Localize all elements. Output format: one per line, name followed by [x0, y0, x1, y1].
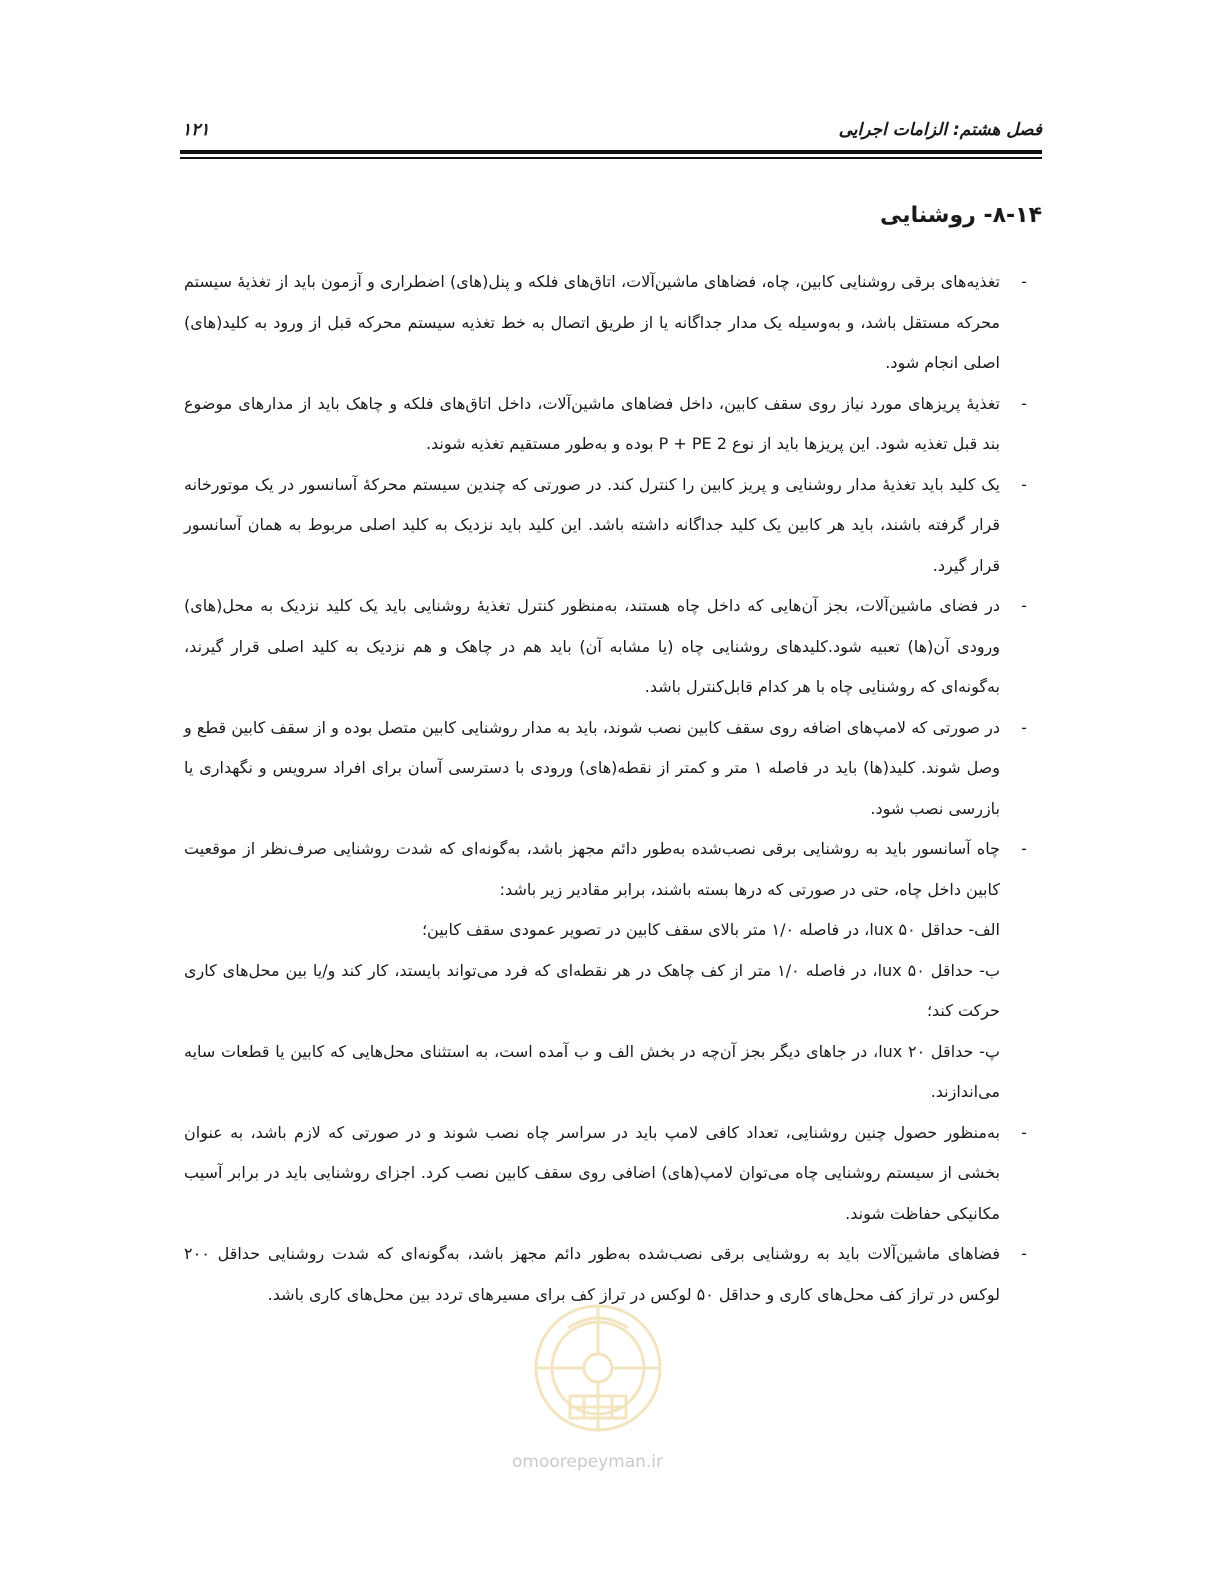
list-item: - در فضای ماشین‌آلات، بجز آن‌هایی که داخل چاه هستند، به‌منظور کنترل تغذیهٔ روشنایی باید یک کلید نزدیک به محل(های) ورودی آن(ها) تعبیه شود.کلیدهای روشنایی چاه (یا مشابه آن) باید هم در چاهک و هم نزدیک به کلید اصلی قرار گیرند، به‌گونه‌ای که روشنایی چاه با هر کدام قابل‌کنترل باشد. — [184, 596, 1027, 696]
list-item: - یک کلید باید تغذیهٔ مدار روشنایی و پریز کابین را کنترل کند. در صورتی که چندین سیستم محرکهٔ آسانسور در یک موتورخانه قرار گرفته باشند، باید هر کابین یک کلید جداگانه داشته باشد. این کلید باید نزدیک به کلید اصلی مربوط به همان آسانسور قرار گیرد. — [184, 474, 1027, 575]
section-heading: ۸-۱۴- روشنایی — [880, 203, 1042, 228]
watermark-seal — [498, 1268, 698, 1478]
sub-item: الف- حداقل ۵۰ lux، در فاصله ۱/۰ متر بالای سقف کابین در تصویر عمودی سقف کابین؛ — [421, 920, 1000, 939]
list-item: - در صورتی که لامپ‌های اضافه روی سقف کابین نصب شوند، باید به مدار روشنایی کابین متصل بوده و از سقف کابین قطع و وصل شوند. کلید(ها) باید در فاصله ۱ متر و کمتر از نقطه(های) ورودی با دسترسی آسان برای افراد سرویس و نگهداری یا بازرسی نصب شود. — [184, 717, 1027, 818]
watermark-url: omoorepeyman.ir — [512, 1452, 664, 1472]
list-item: - چاه آسانسور باید به روشنایی برقی نصب‌شده به‌طور دائم مجهز باشد، به‌گونه‌ای که شدت روشنایی صرف‌نظر از موقعیت کابین داخل چاه، حتی در صورتی که درها بسته باشند، برابر مقادیر زیر باشد: — [184, 839, 1027, 899]
sub-item: پ- حداقل ۲۰ lux، در جاهای دیگر بجز آن‌چه در بخش الف و ب آمده است، به استثنای محل‌هایی که کابین یا قطعات سایه می‌اندازند. — [184, 1041, 1000, 1101]
list-item: - فضاهای ماشین‌آلات باید به روشنایی برقی نصب‌شده به‌طور دائم مجهز باشد، به‌گونه‌ای که شدت روشنایی حداقل ۲۰۰ لوکس در تراز کف محل‌های کاری و حداقل ۵۰ لوکس در تراز کف برای مسیرهای تردد بین محل‌های کاری باشد. — [184, 1244, 1027, 1304]
section-body — [184, 262, 1040, 1315]
page-number: ۱۲۱ — [182, 120, 210, 140]
list-item: - به‌منظور حصول چنین روشنایی، تعداد کافی لامپ باید در سراسر چاه نصب شوند و در صورتی که لازم باشد، به عنوان بخشی از سیستم روشنایی چاه می‌توان لامپ(های) اضافی روی سقف کابین نصب کرد. اجزای روشنایی باید در برابر آسیب مکانیکی حفاظت شوند. — [184, 1122, 1027, 1223]
sub-item: ب- حداقل ۵۰ lux، در فاصله ۱/۰ متر از کف چاهک در هر نقطه‌ای که فرد می‌تواند بایستد، کار کند و/یا بین محل‌های کاری حرکت کند؛ — [184, 960, 1000, 1020]
header-rule-thin — [180, 157, 1042, 159]
header-rule-thick — [180, 150, 1042, 154]
page-header — [180, 118, 1042, 148]
list-item: - تغذیه‌های برقی روشنایی کابین، چاه، فضاهای ماشین‌آلات، اتاق‌های فلکه و پنل(های) اضطراری و آزمون باید از تغذیهٔ سیستم محرکه مستقل باشد، و به‌وسیله یک مدار جداگانه یا از طریق اتصال به خط تغذیه سیستم محرکه قبل از ورود به کلید(های) اصلی انجام شود. — [184, 272, 1027, 372]
chapter-title: فصل هشتم: الزامات اجرایی — [838, 120, 1042, 140]
list-item: - تغذیهٔ پریزهای مورد نیاز روی سقف کابین، داخل فضاهای ماشین‌آلات، داخل اتاق‌های فلکه و چاهک باید از مدارهای موضوع بند قبل تغذیه شود. این پریزها باید از نوع 2 P + PE بوده و به‌طور مستقیم تغذیه شوند. — [184, 393, 1027, 453]
